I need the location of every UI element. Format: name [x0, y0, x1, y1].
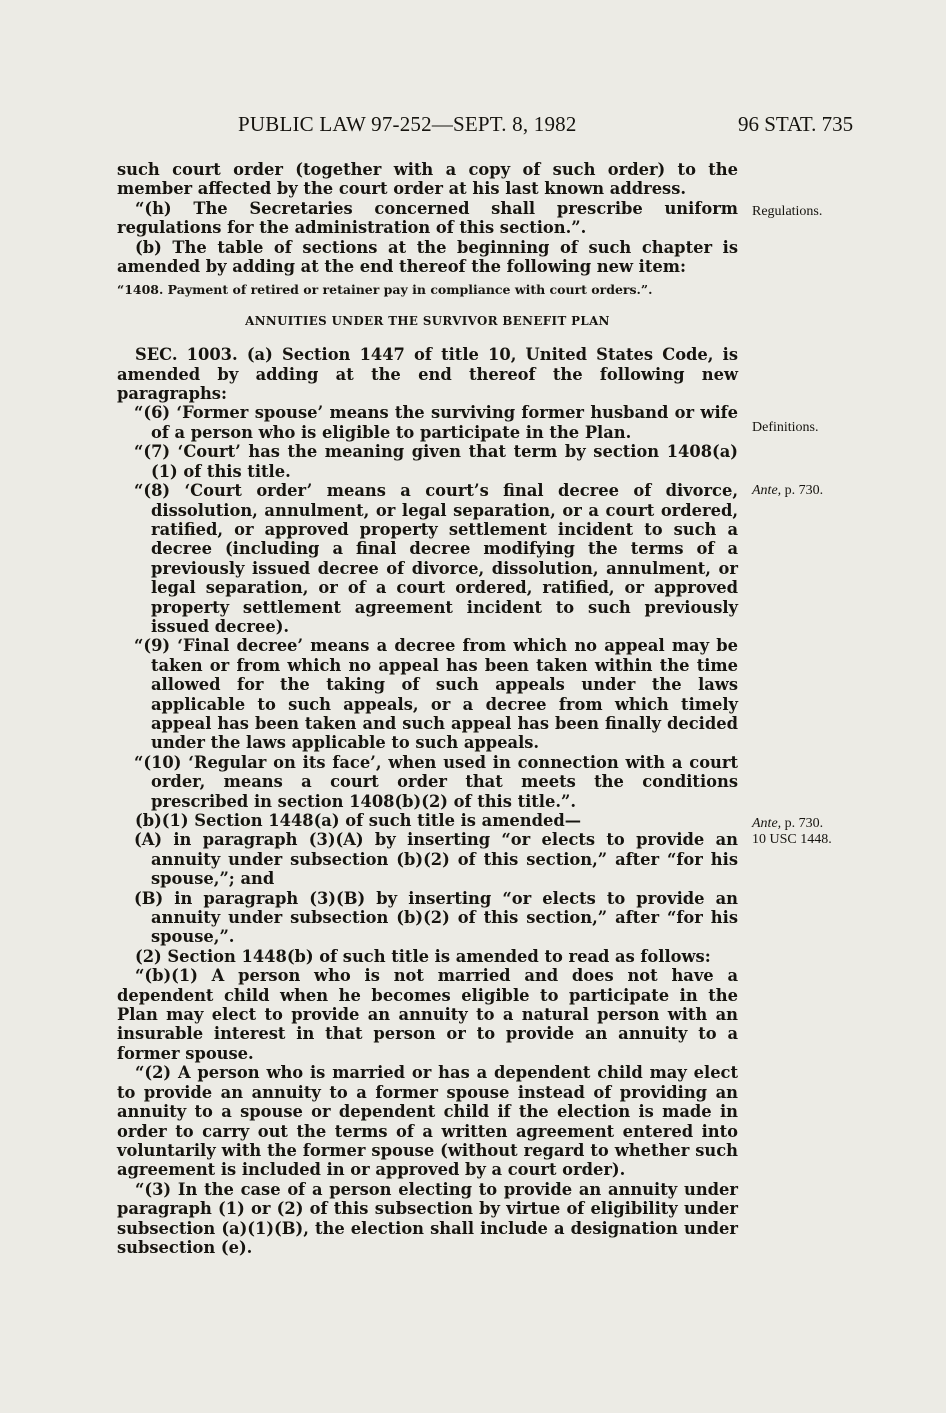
paragraph: “(8) ‘Court order’ means a court’s final decree of divorce, dissolution, annulment, or legal separation, or a court ordered, ratified, or approved property settlement incident to such a decree (including a final decree modifying the terms of a previously issued decree of divorce, dissolution, annulment, or legal separation, or of a court ordered, ratified, or approved property settlement agreement incident to such previously issued decree).	[134, 481, 738, 636]
paragraph: “(9) ‘Final decree’ means a decree from which no appeal may be taken or from which no appeal has been taken within the time allowed for the taking of such appeals under the laws applicable to such appeals, or a decree from which timely appeal has been taken and such appeal has been finally decided under the laws applicable to such appeals.	[134, 636, 738, 753]
paragraph: (B) in paragraph (3)(B) by inserting “or elects to provide an annuity under subsection (b)(2) of this section,” after “for his spouse,”.	[134, 888, 738, 947]
body-text	[117, 160, 738, 1257]
paragraph: “(2) A person who is married or has a dependent child may elect to provide an annuity to a former spouse instead of providing an annuity to a spouse or dependent child if the election is made in order to carry out the terms of a written agreement entered into voluntarily with the former spouse (without regard to whether such agreement is included in or approved by a court order).	[117, 1063, 738, 1180]
margin-note-ante-page: p. 730.	[781, 816, 824, 831]
paragraph: “(h) The Secretaries concerned shall prescribe uniform regulations for the administration of this section.”.	[117, 198, 738, 238]
paragraph: “(7) ‘Court’ has the meaning given that term by section 1408(a)(1) of this title.	[134, 442, 738, 481]
page-header-title: PUBLIC LAW 97-252—SEPT. 8, 1982	[238, 112, 577, 136]
paragraph: “(10) ‘Regular on its face’, when used in connection with a court order, means a court order that meets the conditions prescribed in section 1408(b)(2) of this title.”.	[134, 752, 738, 811]
paragraph: “(3) In the case of a person electing to provide an annuity under paragraph (1) or (2) of this subsection by virtue of eligibility under subsection (a)(1)(B), the election shall include a designation under subsection (e).	[117, 1179, 738, 1257]
paragraph: such court order (together with a copy of such order) to the member affected by the court order at his last known address.	[117, 160, 738, 199]
margin-note-ante-2	[752, 816, 862, 832]
paragraph: (A) in paragraph (3)(A) by inserting “or elects to provide an annuity under subsection (b)(2) of this section,” after “for his spouse,”; and	[134, 830, 738, 889]
paragraph: “(b)(1) A person who is not married and does not have a dependent child when he becomes eligible to participate in the Plan may elect to provide an annuity to a natural person with an insurable interest in that person or to provide an annuity to a former spouse.	[117, 966, 738, 1063]
table-of-sections-item: “1408. Payment of retired or retainer pay in compliance with court orders.”.	[117, 282, 653, 298]
page-header-stat: 96 STAT. 735	[738, 112, 854, 136]
paragraph: (b) The table of sections at the beginning of such chapter is amended by adding at the end thereof the following new item:	[117, 237, 738, 277]
margin-note-definitions: Definitions.	[752, 420, 819, 435]
margin-note-ante-page: p. 730.	[781, 483, 824, 498]
margin-note-ante-1	[752, 483, 862, 499]
margin-note-regulations: Regulations.	[752, 204, 823, 219]
paragraph: (2) Section 1448(b) of such title is amended to read as follows:	[135, 946, 711, 966]
margin-note-ante-italic: Ante,	[752, 816, 782, 831]
paragraph: SEC. 1003. (a) Section 1447 of title 10, United States Code, is amended by adding at the end thereof the following new paragraphs:	[117, 345, 738, 404]
margin-note-ante-italic: Ante,	[752, 483, 782, 498]
paragraph: “(6) ‘Former spouse’ means the surviving former husband or wife of a person who is eligible to participate in the Plan.	[134, 403, 738, 442]
margin-note-usc: 10 USC 1448.	[752, 832, 832, 847]
paragraph: (b)(1) Section 1448(a) of such title is amended—	[135, 811, 582, 830]
section-heading: ANNUITIES UNDER THE SURVIVOR BENEFIT PLAN	[245, 313, 610, 328]
